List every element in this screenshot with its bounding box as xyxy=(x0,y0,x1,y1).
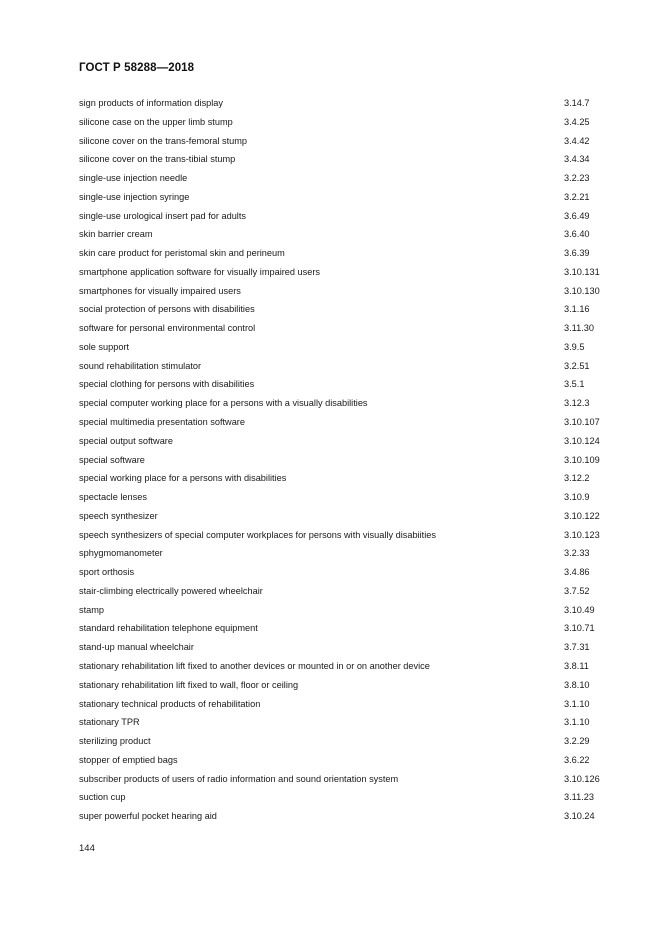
index-term: speech synthesizers of special computer workplaces for persons with visually disabiities xyxy=(79,529,436,540)
index-row xyxy=(79,188,619,207)
index-term: stamp xyxy=(79,604,105,615)
index-ref-number: 3.6.22 xyxy=(564,754,590,765)
index-term: stationary rehabilitation lift fixed to wall, floor or ceiling xyxy=(79,679,299,690)
index-ref-number: 3.10.123 xyxy=(564,529,600,540)
index-ref-number: 3.10.24 xyxy=(564,811,595,822)
index-term: skin barrier cream xyxy=(79,229,153,240)
index-ref-number: 3.2.23 xyxy=(564,173,590,184)
index-row xyxy=(79,601,619,620)
index-ref-number: 3.10.71 xyxy=(564,623,595,634)
index-row xyxy=(79,263,619,282)
index-ref-number: 3.2.29 xyxy=(564,736,590,747)
index-row xyxy=(79,770,619,789)
index-term: sign products of information display xyxy=(79,98,224,108)
index-ref-number: 3.8.11 xyxy=(564,660,589,671)
index-row xyxy=(79,544,619,563)
index-row xyxy=(79,432,619,451)
index-ref-number: 3.10.49 xyxy=(564,604,595,615)
index-ref-number: 3.10.109 xyxy=(564,454,600,465)
page-number: 144 xyxy=(79,843,95,854)
index-term: sterilizing product xyxy=(79,736,151,747)
index-ref-number: 3.4.25 xyxy=(564,116,590,127)
index-ref-number: 3.4.86 xyxy=(564,567,590,578)
index-row xyxy=(79,113,619,132)
index-list xyxy=(79,94,619,826)
index-term: super powerful pocket hearing aid xyxy=(79,811,217,822)
index-term: smartphone application software for visually impaired users xyxy=(79,266,321,277)
index-ref-number: 3.2.21 xyxy=(564,191,590,202)
index-term: special computer working place for a persons with a visually disabilities xyxy=(79,398,368,409)
index-term: social protection of persons with disabilities xyxy=(79,304,255,315)
index-ref-number: 3.10.122 xyxy=(564,510,600,521)
index-term: stopper of emptied bags xyxy=(79,754,178,765)
index-row xyxy=(79,244,619,263)
index-term: special multimedia presentation software xyxy=(79,417,245,428)
index-row xyxy=(79,695,619,714)
index-row xyxy=(79,638,619,657)
index-row xyxy=(79,150,619,169)
index-term: standard rehabilitation telephone equipment xyxy=(79,623,258,634)
index-ref-number: 3.10.124 xyxy=(564,435,600,446)
index-row xyxy=(79,338,619,357)
index-row xyxy=(79,713,619,732)
index-row xyxy=(79,357,619,376)
index-term: special output software xyxy=(79,435,173,446)
index-ref-number: 3.10.130 xyxy=(564,285,600,296)
index-ref-number: 3.2.51 xyxy=(564,360,590,371)
index-row xyxy=(79,413,619,432)
index-row xyxy=(79,282,619,301)
index-ref-number: 3.2.33 xyxy=(564,548,590,559)
index-term: silicone cover on the trans-tibial stump xyxy=(79,154,236,165)
index-term: software for personal environmental control xyxy=(79,323,256,334)
index-term: sport orthosis xyxy=(79,567,135,578)
index-row xyxy=(79,582,619,601)
index-ref-number: 3.9.5 xyxy=(564,341,585,352)
index-term: suction cup xyxy=(79,792,126,803)
index-term: single-use urological insert pad for adults xyxy=(79,210,246,221)
index-ref-number: 3.8.10 xyxy=(564,679,590,690)
index-ref-number: 3.12.3 xyxy=(564,398,590,409)
index-row xyxy=(79,676,619,695)
index-ref-number: 3.1.16 xyxy=(564,304,590,315)
index-row xyxy=(79,488,619,507)
index-ref-number: 3.6.49 xyxy=(564,210,590,221)
index-ref-number: 3.1.10 xyxy=(564,698,590,709)
index-ref-number: 3.4.42 xyxy=(564,135,590,146)
index-row xyxy=(79,619,619,638)
index-ref-number: 3.7.31 xyxy=(564,642,590,653)
index-row xyxy=(79,132,619,151)
index-ref-number: 3.10.126 xyxy=(564,773,600,784)
index-term: special working place for a persons with disabilities xyxy=(79,473,287,484)
index-row xyxy=(79,526,619,545)
index-row xyxy=(79,225,619,244)
index-term: sphygmomanometer xyxy=(79,548,163,559)
index-ref-number: 3.10.131 xyxy=(564,266,600,277)
index-row xyxy=(79,507,619,526)
index-row xyxy=(79,788,619,807)
index-term: stationary rehabilitation lift fixed to another devices or mounted in or on another device xyxy=(79,660,430,671)
index-row xyxy=(79,563,619,582)
index-row xyxy=(79,751,619,770)
index-ref-number: 3.7.52 xyxy=(564,585,590,596)
index-ref-number: 3.4.34 xyxy=(564,154,590,165)
index-term: special software xyxy=(79,454,145,465)
index-row xyxy=(79,451,619,470)
index-term: sound rehabilitation stimulator xyxy=(79,360,202,371)
index-term: skin care product for peristomal skin and perineum xyxy=(79,248,285,259)
index-ref-number: 3.6.40 xyxy=(564,229,590,240)
index-term: stand-up manual wheelchair xyxy=(79,642,194,653)
index-ref-number: 3.10.9 xyxy=(564,492,590,503)
page-header: ГОСТ Р 58288—2018 xyxy=(79,62,195,74)
index-row xyxy=(79,732,619,751)
index-ref-number: 3.14.7 xyxy=(564,98,590,108)
index-row xyxy=(79,207,619,226)
index-term: subscriber products of users of radio information and sound orientation system xyxy=(79,773,399,784)
index-term: silicone cover on the trans-femoral stump xyxy=(79,135,247,146)
index-term: single-use injection needle xyxy=(79,173,188,184)
index-ref-number: 3.11.23 xyxy=(564,792,594,803)
index-row xyxy=(79,169,619,188)
index-row xyxy=(79,300,619,319)
index-row xyxy=(79,807,619,826)
index-term: single-use injection syringe xyxy=(79,191,190,202)
index-term: silicone case on the upper limb stump xyxy=(79,116,233,127)
index-term: smartphones for visually impaired users xyxy=(79,285,241,296)
index-ref-number: 3.12.2 xyxy=(564,473,590,484)
index-ref-number: 3.6.39 xyxy=(564,248,590,259)
index-term: sole support xyxy=(79,341,130,352)
index-row xyxy=(79,469,619,488)
index-term: speech synthesizer xyxy=(79,510,158,521)
index-row xyxy=(79,319,619,338)
index-ref-number: 3.10.107 xyxy=(564,417,600,428)
index-term: stationary TPR xyxy=(79,717,140,728)
index-row xyxy=(79,94,619,113)
index-row xyxy=(79,657,619,676)
index-row xyxy=(79,375,619,394)
index-term: spectacle lenses xyxy=(79,492,147,503)
index-ref-number: 3.1.10 xyxy=(564,717,590,728)
index-ref-number: 3.11.30 xyxy=(564,323,594,334)
index-term: stationary technical products of rehabilitation xyxy=(79,698,261,709)
index-term: stair-climbing electrically powered wheelchair xyxy=(79,585,263,596)
index-row xyxy=(79,394,619,413)
index-term: special clothing for persons with disabilities xyxy=(79,379,255,390)
index-ref-number: 3.5.1 xyxy=(564,379,585,390)
